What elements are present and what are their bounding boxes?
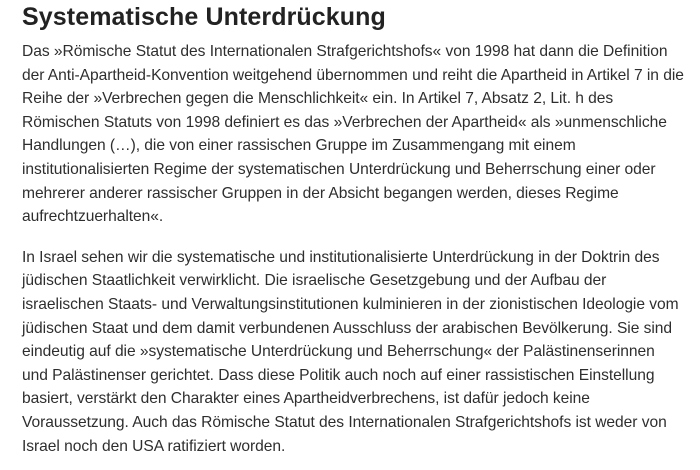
article-paragraph: Das »Römische Statut des Internationalen Strafgerichtshofs« von 1998 hat dann die Definition der Anti-Apartheid-Konvention weitgehend übernommen und reiht die Apartheid in Artikel 7 in die Reihe der »Verbrechen gegen die Menschlichkeit« ein. In Artikel 7, Absatz 2, Lit. h des Römischen Statuts von 1998 definiert es das »Verbrechen der Apartheid« als »unmenschliche Handlungen (…), die von einer rassischen Gruppe im Zusammengang mit einem institutionalisierten Regime der systematischen Unterdrückung und Beherrschung einer oder mehrerer anderer rassischer Gruppen in der Absicht begangen werden, dieses Regime aufrechtzuerhalten«. bbox=[22, 43, 684, 226]
section-heading: Systematische Unterdrückung bbox=[22, 3, 386, 31]
article-paragraph: In Israel sehen wir die systematische und institutionalisierte Unterdrückung in der Doktrin des jüdischen Staatlichkeit verwirklicht. Die israelische Gesetzgebung und der Aufbau der israelischen Staats- und Verwaltungsinstitutionen kulminieren in der zionistischen Ideologie vom jüdischen Staat und dem damit verbundenen Ausschluss der arabischen Bevölkerung. Sie sind eindeutig auf die »systematische Unterdrückung und Beherrschung« der Palästinenserinnen und Palästinenser gerichtet. Dass diese Politik auch noch auf einer rassistischen Einstellung basiert, verstärkt den Charakter eines Apartheidverbrechens, ist dafür jedoch keine Voraussetzung. Auch das Römische Statut des Internationalen Strafgerichtshofs ist weder von Israel noch den USA ratifiziert worden. bbox=[22, 248, 679, 455]
